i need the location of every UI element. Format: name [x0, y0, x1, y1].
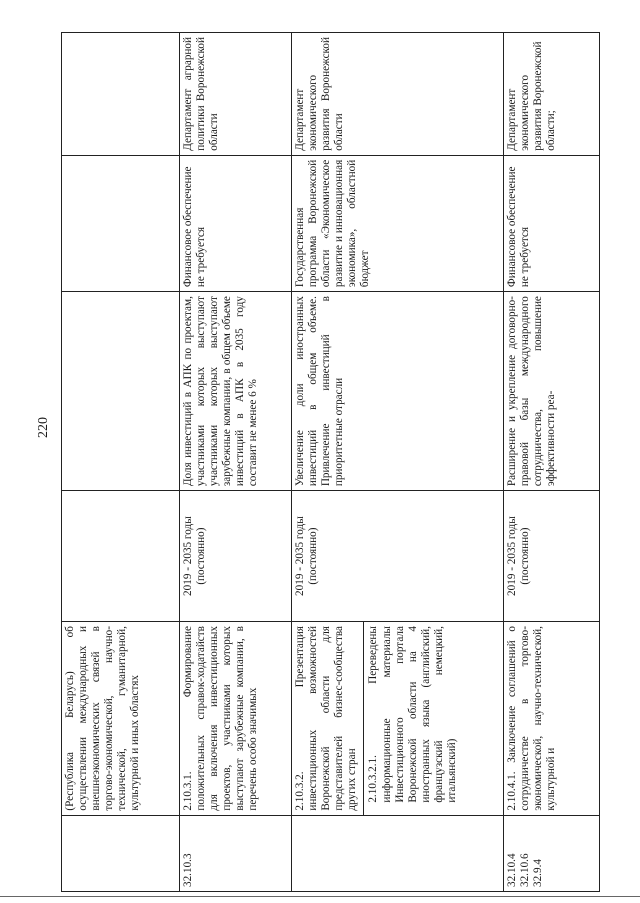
table-row [504, 33, 600, 892]
executor-cell: Департамент аграрной политики Воронежской области [180, 33, 292, 156]
executor-cell [62, 33, 180, 156]
funding-cell: Государственная программа Воронежской области «Экономическое развитие и инновационная экономика», областной бюджет [292, 155, 504, 291]
table-row [180, 33, 292, 892]
period-cell: 2019 - 2035 годы (постоянно) [180, 491, 292, 622]
code-cell: 32.10.4 32.10.6 32.9.4 [504, 815, 600, 891]
funding-cell: Финансовое обеспечение не требуется [180, 155, 292, 291]
executor-cell: Департамент экономического развития Воронежской области [292, 33, 504, 156]
measure-cell: 2.10.3.2. Презентация инвестиционных возможностей Воронежской области для представителей бизнес-сообщества других стран 2.10.3.2.1. Переведены информационные материалы Инвестиционного портала Воронежской области на 4 иностранных языка (английский, французский немецкий, итальянский) [292, 622, 504, 816]
indicator-cell [62, 292, 180, 491]
measures-table [61, 32, 600, 892]
indicator-cell: Увеличение доли иностранных инвестиций в общем объеме. Привлечение инвестиций в приоритетные отрасли [292, 292, 504, 491]
executor-cell: Департамент экономического развития Воронежской области; [504, 33, 600, 156]
funding-cell: Финансовое обеспечение не требуется [504, 155, 600, 291]
period-cell: 2019 - 2035 годы (постоянно) [292, 491, 504, 622]
code-cell [292, 815, 504, 891]
measure-cell: 2.10.3.1. Формирование положительных справок-ходатайств для включения инвестиционных проектов, участниками которых выступают зарубежные компании, в перечень особо значимых [180, 622, 292, 816]
period-cell [62, 491, 180, 622]
code-cell [62, 815, 180, 891]
rotated-table-container [61, 32, 599, 892]
table-row [292, 33, 504, 892]
funding-cell [62, 155, 180, 291]
period-cell: 2019 - 2035 годы (постоянно) [504, 491, 600, 622]
measure-cell: 2.10.4.1. Заключение соглашений о сотрудничестве в торгово-экономической, научно-технической, культурной и [504, 622, 600, 816]
bottom-rule [0, 896, 640, 897]
measure-cell: (Республика Беларусь) об осуществлении международных и внешнеэкономических связей в торгово-экономической, научно-технической, гуманитарной, культурной и иных областях [62, 622, 180, 816]
indicator-cell: Расширение и укрепление договорно-правовой базы международного сотрудничества, повышение эффективности реа- [504, 292, 600, 491]
sub-measure: 2.10.3.2.1. Переведены информационные материалы Инвестиционного портала Воронежской области на 4 иностранных языка (английский, французский немецкий, итальянский) [363, 622, 459, 815]
table-row [62, 33, 180, 892]
code-cell: 32.10.3 [180, 815, 292, 891]
page-number: 220 [36, 417, 51, 438]
indicator-cell: Доля инвестиций в АПК по проектам, участниками которых выступают участниками которых выступают зарубежные компании, в общем объеме инвестиций в АПК в 2035 году составит не менее 6 % [180, 292, 292, 491]
